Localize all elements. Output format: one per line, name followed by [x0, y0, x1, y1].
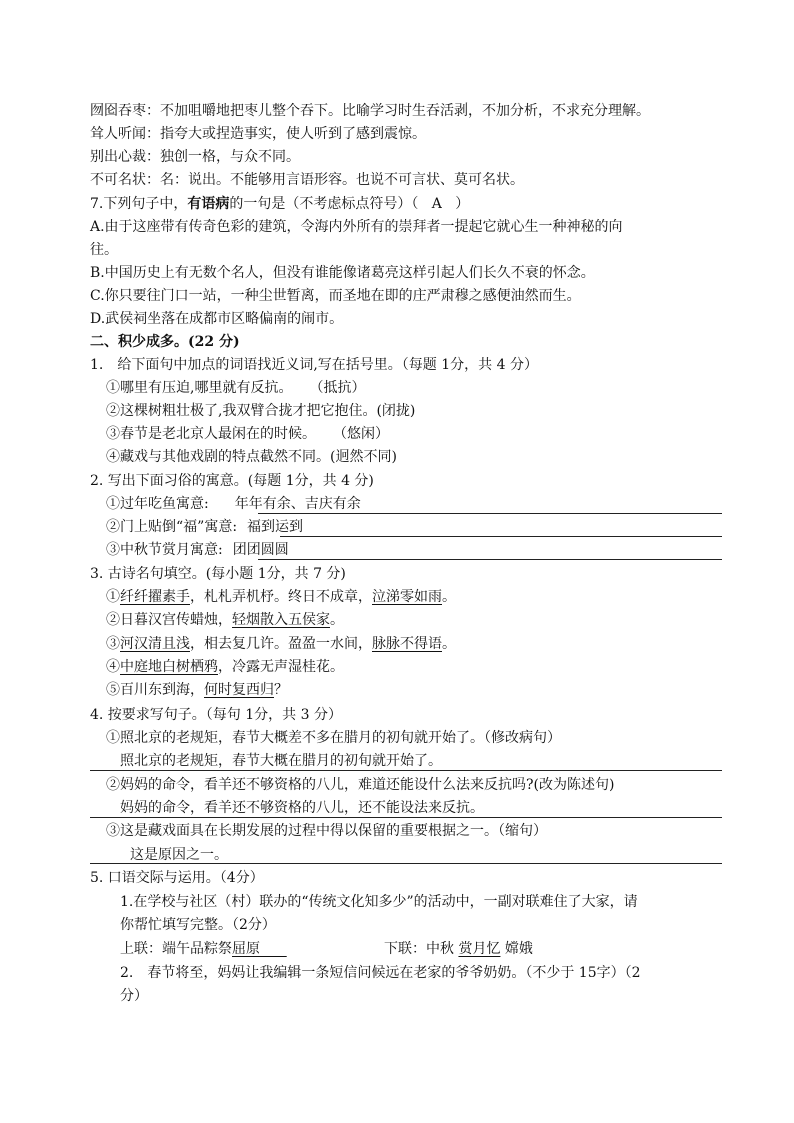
- poem-answer: 纤纤擢素手: [120, 589, 190, 605]
- q7-answer: A: [431, 196, 442, 212]
- couplet-upper-answer: 屈原: [232, 941, 260, 957]
- answer-line: [280, 536, 722, 537]
- s2-q2-item-1: ①过年吃鱼寓意: 年年有余、吉庆有余: [106, 496, 361, 512]
- answer-line: [258, 559, 722, 560]
- couplet-lower: 下联：中秋 赏月忆 嫦娥: [384, 941, 533, 957]
- vocab-line-3: 别出心裁：独创一格，与众不同。: [90, 149, 300, 165]
- s2-q5-part-1-cont: 你帮忙填写完整。（2分）: [120, 917, 276, 933]
- answer-line: [90, 863, 722, 864]
- s2-q3-line-3: ③河汉清且浅，相去复几许。盈盈一水间，脉脉不得语。: [106, 636, 456, 652]
- poem-answer: 河汉清且浅: [120, 636, 190, 652]
- s2-q2-title: 2. 写出下面习俗的寓意。(每题 1分，共 4 分): [90, 473, 374, 489]
- s2-q5-part-2: 2. 春节将至，妈妈让我编辑一条短信问候远在老家的爷爷奶奶。（不少于 15字）（2: [120, 965, 641, 981]
- s2-q4-answer-2: 妈妈的命令，看羊还不够资格的八儿，还不能设法来反抗。: [120, 800, 484, 816]
- s2-q1-item-3: ③春节是老北京人最闲在的时候。 （悠闲）: [106, 426, 389, 442]
- s2-q4-item-2: ②妈妈的命令，看羊还不够资格的八儿，难道还能设什么法来反抗吗?(改为陈述句): [106, 777, 615, 793]
- s2-q2-item-2: ②门上贴倒“福”寓意: 福到运到: [106, 519, 304, 535]
- s2-q1-item-1: ①哪里有压迫,哪里就有反抗。 （抵抗）: [106, 380, 366, 396]
- s2-q3-line-2: ②日暮汉宫传蜡烛，轻烟散入五侯家。: [106, 612, 344, 628]
- s2-q3-line-5: ⑤百川东到海，何时复西归？: [106, 682, 288, 698]
- vocab-line-2: 耸人听闻：指夸大或捏造事实，使人听到了感到震惊。: [90, 126, 426, 142]
- q7-option-b: B.中国历史上有无数个名人，但没有谁能像诸葛亮这样引起人们长久不衰的怀念。: [90, 265, 595, 281]
- poem-answer: 轻烟散入五侯家: [232, 612, 330, 628]
- poem-answer: 泣涕零如雨: [372, 589, 442, 605]
- s2-q3-title: 3. 古诗名句填空。(每小题 1分，共 7 分): [90, 566, 346, 582]
- s2-q4-answer-3: 这是原因之一。: [130, 847, 228, 863]
- vocab-line-4: 不可名状：名：说出。不能够用言语形容。也说不可言状、莫可名状。: [90, 172, 524, 188]
- s2-q4-answer-1: 照北京的老规矩，春节大概在腊月的初旬就开始了。: [120, 753, 442, 769]
- s2-q5-part-2-cont: 分）: [120, 988, 148, 1004]
- s2-q4-item-3: ③这是藏戏面具在长期发展的过程中得以保留的重要根据之一。（缩句）: [106, 823, 547, 839]
- vocab-line-1: 囫囵吞枣：不加咀嚼地把枣儿整个吞下。比喻学习时生吞活剥，不加分析，不求充分理解。: [90, 103, 650, 119]
- question-7: 7.下列句子中，有语病的一句是（不考虑标点符号）（ A ）: [90, 196, 470, 212]
- s2-q4-title: 4. 按要求写句子。（每句 1分，共 3 分）: [90, 707, 342, 723]
- s2-q1-item-2: ②这棵树粗壮极了,我双臂合拢才把它抱住。(闭拢): [106, 403, 416, 419]
- answer-line: [258, 513, 722, 514]
- s2-q1-title: 1. 给下面句中加点的词语找近义词,写在括号里。（每题 1分，共 4 分）: [90, 357, 538, 373]
- poem-answer: 脉脉不得语: [372, 636, 442, 652]
- answer-line: [90, 817, 722, 818]
- q7-option-a-cont: 往。: [90, 242, 118, 258]
- bold-keyword: 有语病: [187, 196, 230, 212]
- q7-option-a: A.由于这座带有传奇色彩的建筑，令海内外所有的崇拜者一提起它就心生一种神秘的向: [90, 219, 623, 235]
- s2-q5-part-1: 1.在学校与社区（村）联办的“传统文化知多少”的活动中，一副对联难住了大家，请: [120, 894, 638, 910]
- q7-option-d: D.武侯祠坐落在成都市区略偏南的闹市。: [90, 311, 344, 327]
- s2-q2-item-3: ③中秋节赏月寓意: 团团圆圆: [106, 542, 289, 558]
- s2-q3-line-1: ①纤纤擢素手，札札弄机杼。终日不成章，泣涕零如雨。: [106, 589, 456, 605]
- answer-line: [90, 770, 722, 771]
- section-2-title: 二、积少成多。(22 分): [90, 334, 240, 350]
- couplet-lower-answer: 赏月忆: [458, 941, 501, 957]
- poem-answer: 何时复西归: [204, 682, 274, 698]
- q7-option-c: C.你只要往门口一站，一种尘世暂离，而圣地在即的庄严肃穆之感便油然而生。: [90, 288, 581, 304]
- s2-q3-line-4: ④中庭地白树栖鸦，冷露无声湿桂花。: [106, 659, 344, 675]
- s2-q5-title: 5. 口语交际与运用。（4分）: [90, 870, 264, 886]
- s2-q1-item-4: ④藏戏与其他戏剧的特点截然不同。(迥然不同): [106, 449, 397, 465]
- poem-answer: 中庭地白树栖鸦: [120, 659, 218, 675]
- couplet-upper: 上联：端午品粽祭屈原: [120, 941, 260, 957]
- s2-q4-item-1: ①照北京的老规矩，春节大概差不多在腊月的初旬就开始了。（修改病句）: [106, 730, 561, 746]
